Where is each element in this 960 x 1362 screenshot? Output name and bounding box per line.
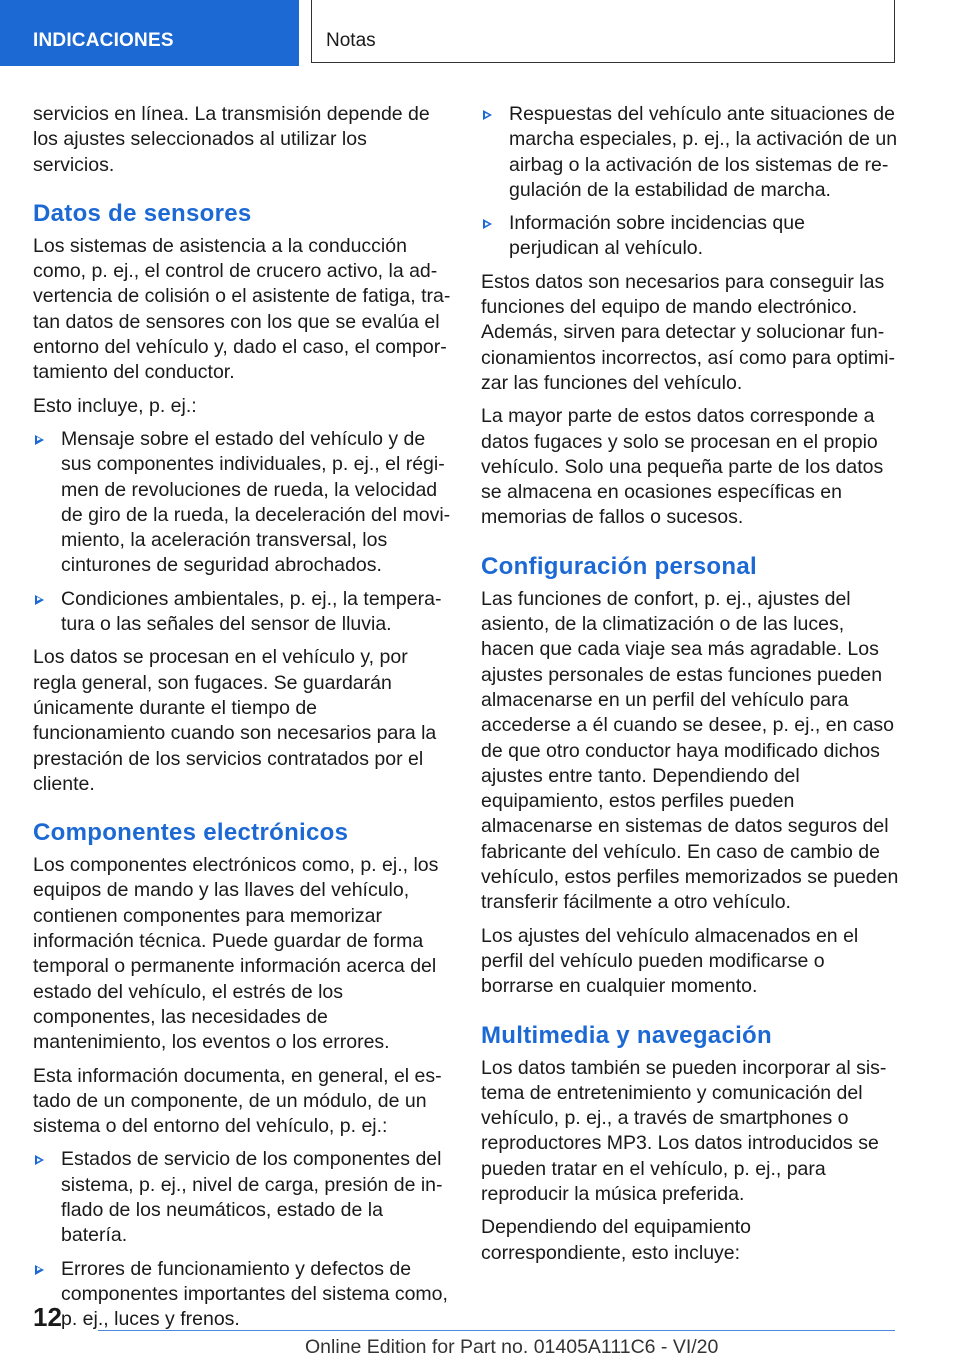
paragraph: Los datos se procesan en el vehículo y, por regla general, son fugaces. Se guardarán únicamente durante el tiempo de funcionamiento cuando son necesarios para la prestación de los servicios contratados por el cliente.: [33, 646, 437, 795]
paragraph: Las funciones de confort, p. ej., ajustes del asiento, de la climatización o de las luces, hacen que cada viaje sea más agradable. Los ajustes personales de estas funciones pueden almacenarse en un perfil del vehículo para accederse a él cuando se desee, p. ej., en caso de que otro conductor haya modificado dichos ajustes entre tanto. Dependiendo del equipamiento, estos perfiles pueden almacenarse en sistemas de datos seguros del fabricante del vehículo. En caso de cambio de vehículo, estos perfiles memorizados se pueden transferir fácilmente a otro vehículo.: [481, 587, 899, 914]
paragraph: Esto incluye, p. ej.:: [33, 394, 197, 417]
left-column: [33, 102, 451, 1340]
footer-edition: Online Edition for Part no. 01405A111C6 - VI/20: [305, 1336, 719, 1358]
list-item: [33, 1147, 451, 1248]
list-item: [33, 587, 451, 638]
triangle-bullet-icon: [35, 1155, 44, 1165]
heading-componentes: Componentes electrónicos: [33, 819, 349, 847]
paragraph: Esta información documenta, en general, el estado de un componente, de un módulo, de un sistema o del entorno del vehículo, p. ej.:: [33, 1064, 442, 1138]
list-item-text: Respuestas del vehículo ante situaciones de marcha especiales, p. ej., la activación de un airbag o la activación de los sistemas de regulación de la estabilidad de marcha.: [509, 103, 898, 201]
paragraph: Los sistemas de asistencia a la conducción como, p. ej., el control de crucero activo, la advertencia de colisión o el asistente de fatiga, tratan datos de sensores con los que se evalúa el entorno del vehículo y, dado el caso, el comportamiento del conductor.: [33, 234, 451, 384]
right-column: [481, 102, 899, 1274]
paragraph: Los ajustes del vehículo almacenados en el perfil del vehículo pueden modificarse o borrarse en cualquier momento.: [481, 924, 859, 998]
paragraph: Los componentes electrónicos como, p. ej., los equipos de mando y las llaves del vehículo, contienen componentes para memorizar información técnica. Puede guardar de forma temporal o permanente información acerca del estado del vehículo, el estrés de los componentes, las necesidades de mantenimiento, los eventos o los errores.: [33, 854, 439, 1054]
list-item-text: Errores de funcionamiento y defectos de componentes importantes del sistema como, p. ej., luces y frenos.: [61, 1257, 448, 1331]
paragraph: Dependiendo del equipamiento correspondiente, esto incluye:: [481, 1216, 751, 1264]
list-item: [481, 211, 899, 262]
triangle-bullet-icon: [35, 435, 44, 445]
heading-multimedia: Multimedia y navegación: [481, 1021, 772, 1049]
list-item: [481, 102, 899, 203]
list-item-text: Información sobre incidencias que perjudican al vehículo.: [509, 212, 805, 260]
section-tab: INDICACIONES: [0, 0, 299, 66]
paragraph: La mayor parte de estos datos corresponde a datos fugaces y solo se procesan en el propio vehículo. Solo una pequeña parte de los datos se almacena en ocasiones específicas en memorias de fallos o sucesos.: [481, 405, 884, 529]
triangle-bullet-icon: [35, 595, 44, 605]
bullet-list: [33, 1147, 451, 1332]
list-item-text: Condiciones ambientales, p. ej., la temperatura o las señales del sensor de lluvia.: [61, 587, 442, 636]
triangle-bullet-icon: [483, 219, 492, 229]
bullet-list: [481, 102, 899, 262]
list-item-text: Mensaje sobre el estado del vehículo y de sus componentes individuales, p. ej., el régimen de revoluciones de rueda, la velocidad de giro de la rueda, la deceleración del movimiento, la aceleración transversal, los cinturones de seguridad abrochados.: [61, 427, 451, 577]
triangle-bullet-icon: [483, 110, 492, 120]
footer-divider: [98, 1330, 895, 1331]
page-header-title: Notas: [311, 0, 895, 63]
list-item: [33, 427, 451, 579]
heading-sensores: Datos de sensores: [33, 199, 252, 227]
heading-configuracion: Configuración personal: [481, 552, 757, 580]
intro-paragraph: servicios en línea. La transmisión depende de los ajustes seleccionados al utilizar los servicios.: [33, 103, 430, 176]
paragraph: Los datos también se pueden incorporar al sistema de entretenimiento y comunicación del vehículo, p. ej., a través de smartphones o reproductores MP3. Los datos introducidos se pueden tratar en el vehículo, p. ej., para reproducir la música preferida.: [481, 1056, 887, 1205]
list-item-text: Estados de servicio de los componentes del sistema, p. ej., nivel de carga, presión de inflado de los neumáticos, estado de la batería.: [61, 1148, 443, 1247]
paragraph: Estos datos son necesarios para conseguir las funciones del equipo de mando electrónico. Además, sirven para detectar y solucionar funcionamientos incorrectos, así como para optimizar las funciones del vehículo.: [481, 270, 896, 394]
list-item: [33, 1257, 451, 1333]
page-number: 12: [33, 1302, 62, 1332]
triangle-bullet-icon: [35, 1265, 44, 1275]
bullet-list: [33, 427, 451, 637]
